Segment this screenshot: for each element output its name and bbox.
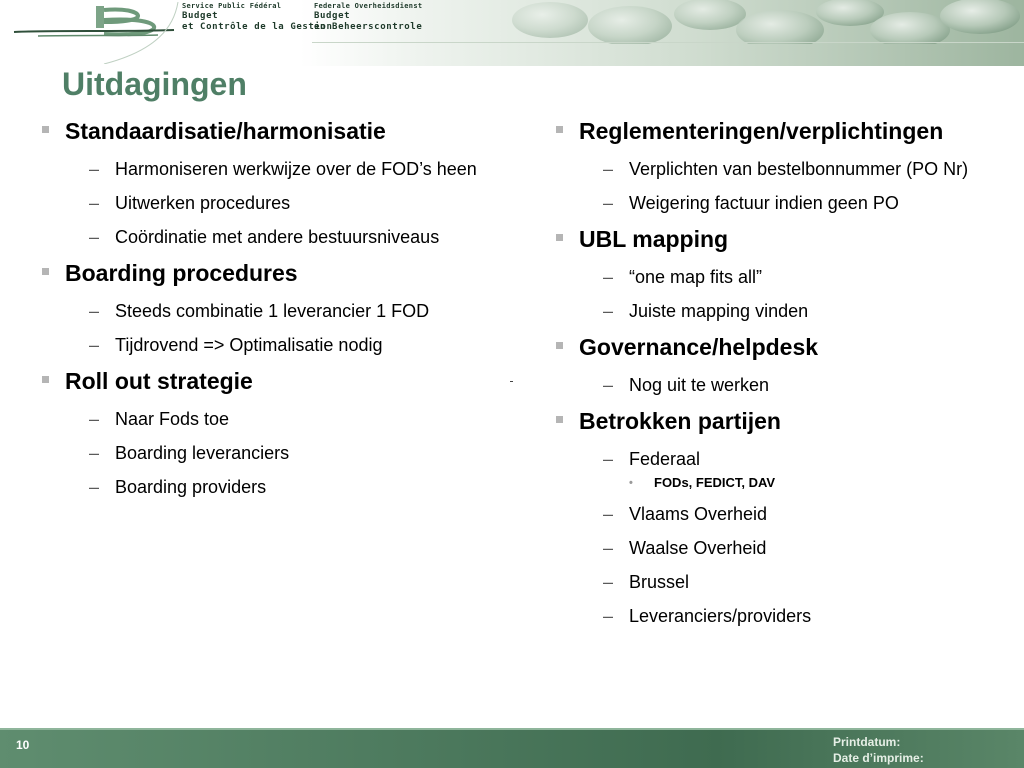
- dash-bullet-icon: –: [89, 227, 100, 247]
- sub-bullet-text: Naar Fods toe: [115, 409, 230, 429]
- sub-bullet-item: [579, 374, 1004, 396]
- sub-bullet-item: [579, 503, 1004, 525]
- square-bullet-icon: [42, 268, 49, 275]
- right-column: [554, 116, 1004, 627]
- bullet-heading: Governance/helpdesk: [579, 334, 819, 360]
- sub-bullet-list: [65, 158, 520, 248]
- org-name-dutch: Federale Overheidsdienst Budget en Beheerscontrole: [314, 2, 423, 32]
- bullet-heading: Boarding procedures: [65, 260, 298, 286]
- slide-header: [0, 0, 1024, 66]
- bullet-heading: UBL mapping: [579, 226, 729, 252]
- bullet-item: [554, 224, 1004, 322]
- sub-bullet-item: [65, 226, 520, 248]
- bullet-item: [40, 116, 520, 248]
- sub-bullet-text: Coördinatie met andere bestuursniveaus: [115, 227, 440, 247]
- sub-bullet-item: [65, 300, 520, 322]
- sub-bullet-text: Waalse Overheid: [629, 538, 767, 558]
- fpd-logo: [8, 2, 180, 64]
- dot-bullet-icon: •: [629, 477, 633, 489]
- print-date-labels: [833, 734, 924, 766]
- dash-bullet-icon: –: [89, 443, 100, 463]
- sub-bullet-item: [579, 537, 1004, 559]
- square-bullet-icon: [42, 376, 49, 383]
- sub-bullet-item: [579, 158, 1004, 180]
- sub-bullet-text: Boarding providers: [115, 477, 267, 497]
- dash-bullet-icon: –: [603, 449, 614, 469]
- print-date-label-nl: Printdatum:: [833, 735, 901, 749]
- sub-bullet-text: Weigering factuur indien geen PO: [629, 193, 899, 213]
- sub-bullet-text: Leveranciers/providers: [629, 606, 812, 626]
- sub-bullet-item: [65, 408, 520, 430]
- sub-bullet-text: Tijdrovend => Optimalisatie nodig: [115, 335, 383, 355]
- sub-bullet-text: Harmoniseren werkwijze over de FOD’s heen: [115, 159, 477, 179]
- org-name-french: Service Public Fédéral Budget et Contrôle de la Gestion: [182, 2, 333, 32]
- bullet-heading: Standaardisatie/harmonisatie: [65, 118, 386, 144]
- sub-bullet-text: Brussel: [629, 572, 690, 592]
- right-bullet-list: [554, 116, 1004, 627]
- header-divider: [312, 42, 1024, 43]
- sub-bullet-item: [579, 266, 1004, 288]
- dash-bullet-icon: –: [603, 159, 614, 179]
- dash-bullet-icon: –: [89, 193, 100, 213]
- coins-banner-image: [430, 0, 1024, 44]
- stray-mark: [510, 381, 513, 382]
- dash-bullet-icon: –: [89, 335, 100, 355]
- sub-bullet-item: [579, 571, 1004, 593]
- dash-bullet-icon: –: [89, 159, 100, 179]
- third-level-item: [579, 475, 1004, 491]
- dash-bullet-icon: –: [603, 301, 614, 321]
- bullet-heading: Betrokken partijen: [579, 408, 781, 434]
- sub-bullet-list: [579, 448, 1004, 627]
- sub-bullet-list: [579, 266, 1004, 322]
- sub-bullet-text: Vlaams Overheid: [629, 504, 768, 524]
- sub-bullet-item: [65, 158, 520, 180]
- dash-bullet-icon: –: [89, 409, 100, 429]
- sub-bullet-item: [65, 192, 520, 214]
- sub-bullet-text: Nog uit te werken: [629, 375, 770, 395]
- square-bullet-icon: [556, 342, 563, 349]
- sub-bullet-list: [579, 374, 1004, 396]
- sub-bullet-item: [65, 476, 520, 498]
- sub-bullet-item: [579, 448, 1004, 470]
- print-date-label-fr: Date d’imprime:: [833, 751, 924, 765]
- dash-bullet-icon: –: [603, 606, 614, 626]
- dash-bullet-icon: –: [603, 504, 614, 524]
- page-number: 10: [16, 738, 30, 752]
- dash-bullet-icon: –: [603, 193, 614, 213]
- left-column: [40, 116, 520, 498]
- dash-bullet-icon: –: [603, 267, 614, 287]
- sub-bullet-text: Federaal: [629, 449, 701, 469]
- sub-bullet-item: [579, 300, 1004, 322]
- sub-bullet-text: Uitwerken procedures: [115, 193, 291, 213]
- square-bullet-icon: [42, 126, 49, 133]
- sub-bullet-list: [65, 300, 520, 356]
- slide-footer: [0, 730, 1024, 768]
- sub-bullet-item: [579, 605, 1004, 627]
- sub-bullet-text: “one map fits all”: [629, 267, 763, 287]
- sub-bullet-text: Steeds combinatie 1 leverancier 1 FOD: [115, 301, 430, 321]
- square-bullet-icon: [556, 234, 563, 241]
- sub-bullet-list: [65, 408, 520, 498]
- square-bullet-icon: [556, 126, 563, 133]
- sub-bullet-item: [65, 442, 520, 464]
- bullet-item: [40, 258, 520, 356]
- dash-bullet-icon: –: [603, 375, 614, 395]
- bullet-heading: Reglementeringen/verplichtingen: [579, 118, 944, 144]
- sub-bullet-list: [579, 158, 1004, 214]
- bullet-item: [554, 332, 1004, 396]
- bullet-item: [40, 366, 520, 498]
- sub-bullet-item: [65, 334, 520, 356]
- dash-bullet-icon: –: [89, 301, 100, 321]
- left-bullet-list: [40, 116, 520, 498]
- bullet-item: [554, 116, 1004, 214]
- square-bullet-icon: [556, 416, 563, 423]
- bullet-item: [554, 406, 1004, 627]
- dash-bullet-icon: –: [603, 572, 614, 592]
- sub-bullet-item: [579, 192, 1004, 214]
- third-level-text: FODs, FEDICT, DAV: [654, 475, 776, 490]
- sub-bullet-text: Juiste mapping vinden: [629, 301, 809, 321]
- dash-bullet-icon: –: [603, 538, 614, 558]
- dash-bullet-icon: –: [89, 477, 100, 497]
- sub-bullet-text: Boarding leveranciers: [115, 443, 290, 463]
- slide-title: Uitdagingen: [62, 66, 247, 102]
- sub-bullet-text: Verplichten van bestelbonnummer (PO Nr): [629, 159, 969, 179]
- bullet-heading: Roll out strategie: [65, 368, 253, 394]
